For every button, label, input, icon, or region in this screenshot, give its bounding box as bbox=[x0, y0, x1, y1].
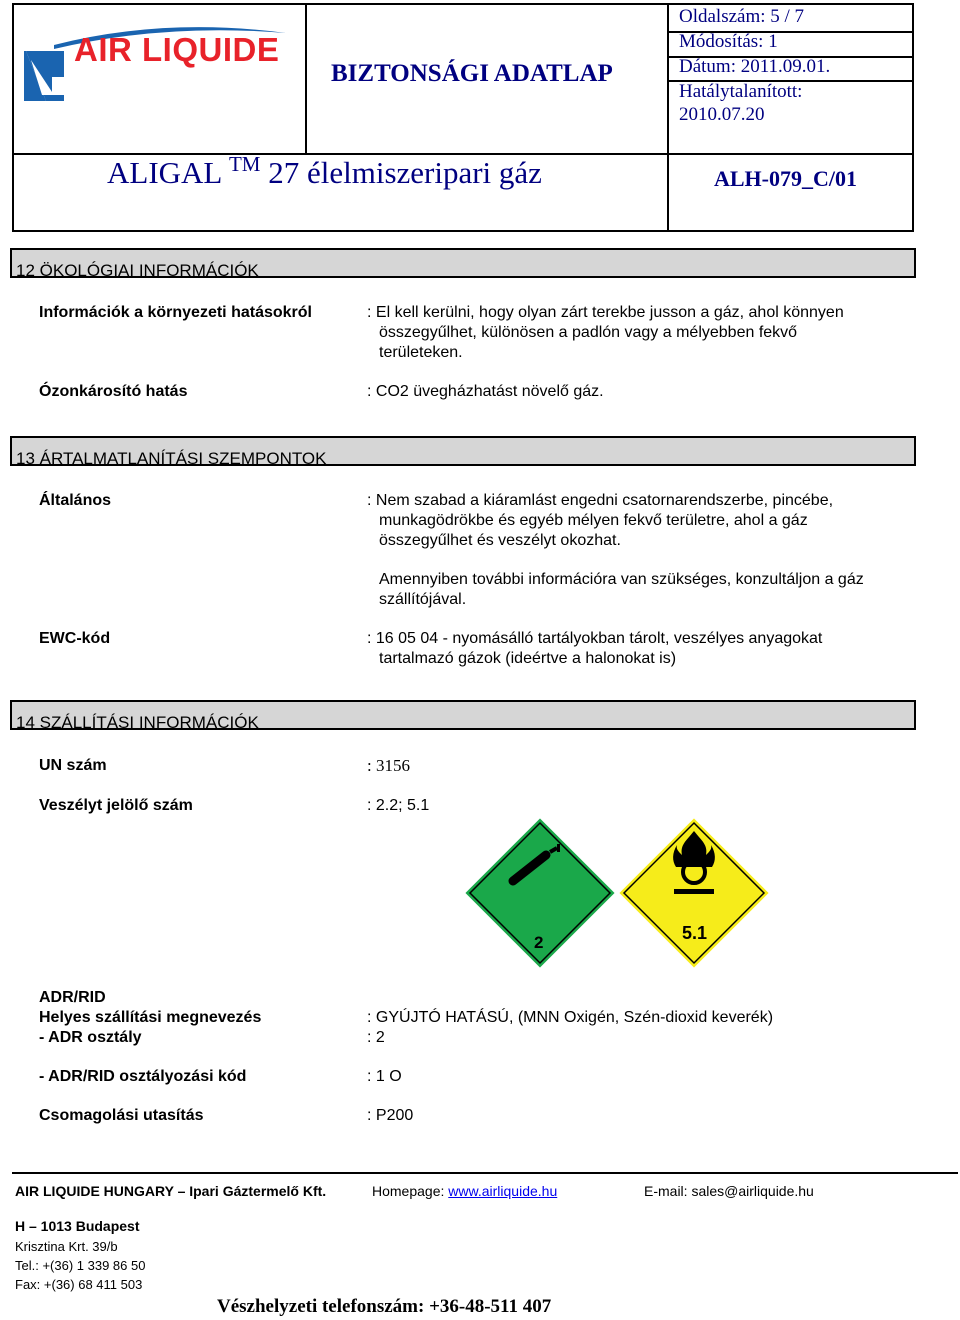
ewc-label: EWC-kód bbox=[39, 630, 111, 647]
footer-fax: Fax: +(36) 68 411 503 bbox=[15, 1277, 143, 1292]
shipping-name-value: : GYÚJTÓ HATÁSÚ, (MNN Oxigén, Szén-dioxid keverék) bbox=[367, 1009, 774, 1026]
revision-number: Módosítás: 1 bbox=[679, 31, 778, 52]
footer-homepage bbox=[372, 1183, 557, 1199]
environment-line-3: területeken. bbox=[379, 344, 463, 361]
hazard-label-non-flammable-gas bbox=[462, 815, 618, 971]
supersedes-date: 2010.07.20 bbox=[679, 104, 765, 125]
hazard-label-oxidizer bbox=[616, 815, 772, 971]
general-line-1: : Nem szabad a kiáramlást engedni csatornarendszerbe, pincébe, bbox=[367, 492, 834, 509]
emergency-phone: Vészhelyzeti telefonszám: +36-48-511 407 bbox=[217, 1296, 552, 1317]
environment-line-1: : El kell kerülni, hogy olyan zárt terekbe jusson a gáz, ahol könnyen bbox=[367, 304, 844, 321]
adr-rid-heading: ADR/RID bbox=[39, 989, 106, 1006]
section-13-title: 13 ÁRTALMATLANÍTÁSI SZEMPONTOK bbox=[16, 449, 327, 468]
ozone-label: Ózonkárosító hatás bbox=[39, 383, 188, 400]
logo-wordmark: AIR LIQUIDE bbox=[74, 31, 280, 68]
ewc-line-2: tartalmazó gázok (ideértve a halonokat is) bbox=[379, 650, 677, 667]
revision-date: Dátum: 2011.09.01. bbox=[679, 56, 831, 77]
general-line-3: összegyűlhet és veszélyt okozhat. bbox=[379, 532, 621, 549]
product-name-main: ALIGAL bbox=[107, 155, 222, 190]
packing-instruction-value: : P200 bbox=[367, 1107, 414, 1124]
section-12-title: 12 ÖKOLÓGIAI INFORMÁCIÓK bbox=[16, 261, 259, 280]
shipping-name-label: Helyes szállítási megnevezés bbox=[39, 1009, 262, 1026]
supersedes-label: Hatálytalanított: bbox=[679, 81, 803, 102]
general-line-4: Amennyiben további információra van szükséges, konzultáljon a gáz bbox=[379, 571, 864, 588]
ozone-value: : CO2 üvegházhatást növelő gáz. bbox=[367, 383, 604, 400]
product-description: 27 élelmiszeripari gáz bbox=[268, 155, 542, 190]
document-type-title: BIZTONSÁGI ADATLAP bbox=[331, 60, 613, 87]
ewc-line-1: : 16 05 04 - nyomásálló tartályokban tárolt, veszélyes anyagokat bbox=[367, 630, 823, 647]
environment-value bbox=[367, 303, 844, 363]
homepage-label: Homepage: bbox=[372, 1183, 445, 1199]
adr-class-label: - ADR osztály bbox=[39, 1029, 142, 1046]
flame-over-circle-icon bbox=[616, 815, 772, 971]
page-number: Oldalszám: 5 / 7 bbox=[679, 6, 805, 27]
general-line-2: munkagödrökbe és egyéb mélyen fekvő területre, ahol a gáz bbox=[379, 512, 808, 529]
footer-city: H – 1013 Budapest bbox=[15, 1218, 140, 1234]
footer-email: E-mail: sales@airliquide.hu bbox=[644, 1183, 814, 1199]
product-code: ALH-079_C/01 bbox=[714, 166, 857, 191]
general-value bbox=[367, 491, 864, 610]
environment-line-2: összegyűlhet, különösen a padlón vagy a mélyebben fekvő bbox=[379, 324, 798, 341]
general-line-5: szállítójával. bbox=[379, 591, 467, 608]
hazard-number-value: : 2.2; 5.1 bbox=[367, 797, 430, 814]
hazard-number-label: Veszélyt jelölő szám bbox=[39, 797, 193, 814]
product-name bbox=[107, 152, 542, 191]
adr-code-label: - ADR/RID osztályozási kód bbox=[39, 1068, 247, 1085]
footer-company: AIR LIQUIDE HUNGARY – Ipari Gáztermelő Kft. bbox=[15, 1183, 327, 1199]
homepage-link[interactable]: www.airliquide.hu bbox=[448, 1183, 558, 1199]
trademark-mark: TM bbox=[228, 152, 261, 176]
general-label: Általános bbox=[39, 492, 112, 509]
packing-instruction-label: Csomagolási utasítás bbox=[39, 1107, 204, 1124]
hazard-class-number-2: 2 bbox=[534, 933, 544, 952]
environment-label: Információk a környezeti hatásokról bbox=[39, 304, 312, 321]
adr-class-value: : 2 bbox=[367, 1029, 385, 1046]
un-number-label: UN szám bbox=[39, 757, 107, 774]
adr-code-value: : 1 O bbox=[367, 1068, 402, 1085]
footer-street: Krisztina Krt. 39/b bbox=[15, 1239, 118, 1254]
footer-divider bbox=[12, 1172, 958, 1174]
section-14-title: 14 SZÁLLÍTÁSI INFORMÁCIÓK bbox=[16, 713, 259, 732]
footer-tel: Tel.: +(36) 1 339 86 50 bbox=[15, 1258, 146, 1273]
hazard-class-number-5-1: 5.1 bbox=[682, 923, 708, 943]
ewc-value bbox=[367, 629, 822, 669]
un-number-value: : 3156 bbox=[367, 756, 410, 775]
